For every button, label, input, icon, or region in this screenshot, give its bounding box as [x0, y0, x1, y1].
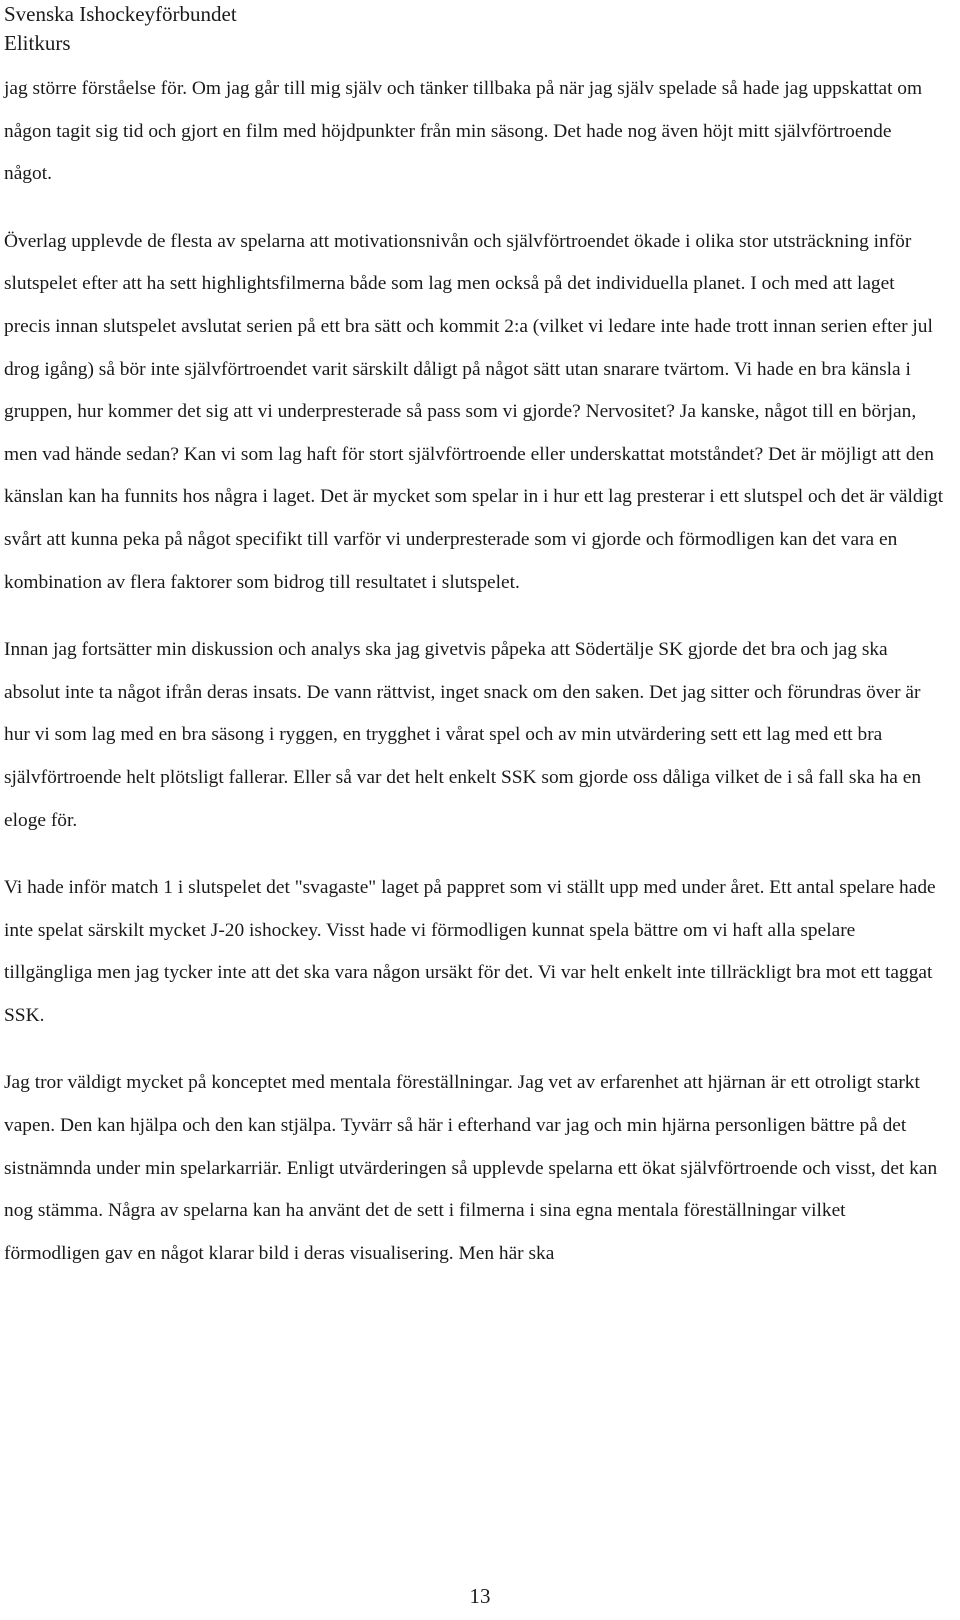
page-number: 13	[469, 1584, 491, 1608]
body-text	[4, 68, 944, 1275]
paragraph-1: jag större förståelse för. Om jag går till mig själv och tänker tillbaka på när jag själv spelade så hade jag uppskattat om någon tagit sig tid och gjort en film med höjdpunkter från min säsong. Det hade nog även höjt mitt självförtroende något.	[4, 78, 923, 185]
course-name: Elitkurs	[4, 31, 71, 55]
paragraph-2: Överlag upplevde de flesta av spelarna att motivationsnivån och självförtroendet ökade i olika stor utsträckning inför slutspelet efter att ha sett highlightsfilmerna både som lag men också på det individuella planet. I och med att laget precis innan slutspelet avslutat serien på ett bra sätt och kommit 2:a (vilket vi ledare inte hade trott innan serien efter jul drog igång) så bör inte självförtroendet varit särskilt dåligt på något sätt utan snarare tvärtom. Vi hade en bra känsla i gruppen, hur kommer det sig att vi underpresterade så pass som vi gjorde? Nervositet? Ja kanske, något till en början, men vad hände sedan? Kan vi som lag haft för stort självförtroende eller underskattat motståndet? Det är möjligt att den känslan kan ha funnits hos några i laget. Det är mycket som spelar in i hur ett lag presterar i ett slutspel och det är väldigt svårt att kunna peka på något specifikt till varför vi underpresterade som vi gjorde och förmodligen kan det vara en kombination av flera faktorer som bidrog till resultatet i slutspelet.	[4, 230, 944, 593]
page-header	[4, 0, 237, 58]
paragraph-4: Vi hade inför match 1 i slutspelet det "svagaste" laget på pappret som vi ställt upp med under året. Ett antal spelare hade inte spelat särskilt mycket J-20 ishockey. Visst hade vi förmodligen kunnat spela bättre om vi haft alla spelare tillgängliga men jag tycker inte att det ska vara någon ursäkt för det. Vi var helt enkelt inte tillräckligt bra mot ett taggat SSK.	[4, 877, 936, 1026]
organization-name: Svenska Ishockeyförbundet	[4, 2, 237, 26]
paragraph-5: Jag tror väldigt mycket på konceptet med mentala föreställningar. Jag vet av erfarenhet att hjärnan är ett otroligt starkt vapen. Den kan hjälpa och den kan stjälpa. Tyvärr så här i efterhand var jag och min hjärna personligen bättre på det sistnämnda under min spelarkarriär. Enligt utvärderingen så upplevde spelarna ett ökat självförtroende och visst, det kan nog stämma. Några av spelarna kan ha använt det de sett i filmerna i sina egna mentala föreställningar vilket förmodligen gav en något klarar bild i deras visualisering. Men här ska	[4, 1072, 938, 1264]
paragraph-3: Innan jag fortsätter min diskussion och analys ska jag givetvis påpeka att Södertälje SK gjorde det bra och jag ska absolut inte ta något ifrån deras insats. De vann rättvist, inget snack om den saken. Det jag sitter och förundras över är hur vi som lag med en bra säsong i ryggen, en trygghet i vårat spel och av min utvärdering sett ett lag med ett bra självförtroende helt plötsligt fallerar. Eller så var det helt enkelt SSK som gjorde oss dåliga vilket de i så fall ska ha en eloge för.	[4, 639, 922, 831]
